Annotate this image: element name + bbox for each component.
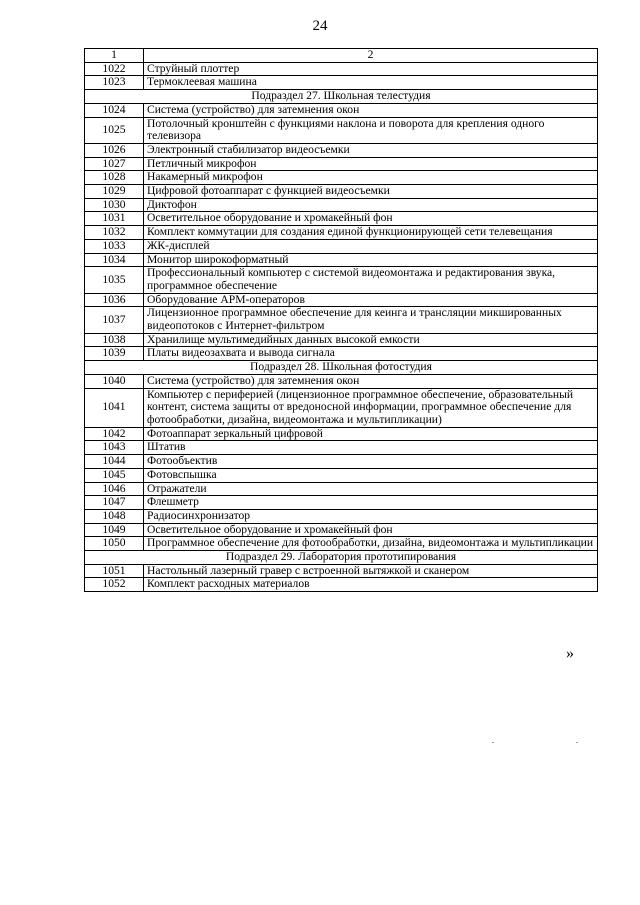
table-row bbox=[85, 239, 598, 253]
table-row bbox=[85, 509, 598, 523]
item-name: Осветительное оборудование и хромакейный фон bbox=[144, 212, 598, 226]
table-row bbox=[85, 185, 598, 199]
item-number: 1042 bbox=[85, 427, 144, 441]
item-number: 1051 bbox=[85, 564, 144, 578]
item-name: Монитор широкоформатный bbox=[144, 253, 598, 267]
table-row bbox=[85, 468, 598, 482]
item-name: Программное обеспечение для фотообработки, дизайна, видеомонтажа и мультипликации bbox=[144, 537, 598, 551]
item-number: 1046 bbox=[85, 482, 144, 496]
table-header-row bbox=[85, 49, 598, 63]
table-row bbox=[85, 496, 598, 510]
item-name: Электронный стабилизатор видеосъемки bbox=[144, 143, 598, 157]
item-number: 1034 bbox=[85, 253, 144, 267]
item-name: Флешметр bbox=[144, 496, 598, 510]
table-row bbox=[85, 564, 598, 578]
item-number: 1025 bbox=[85, 117, 144, 143]
item-name: ЖК-дисплей bbox=[144, 239, 598, 253]
section-row bbox=[85, 90, 598, 104]
item-name: Штатив bbox=[144, 441, 598, 455]
item-name: Радиосинхронизатор bbox=[144, 509, 598, 523]
item-number: 1044 bbox=[85, 455, 144, 469]
item-name: Лицензионное программное обеспечение для кеинга и трансляции микшированных видеопотоков с Интернет-фильтром bbox=[144, 307, 598, 333]
table-row bbox=[85, 171, 598, 185]
table-row bbox=[85, 523, 598, 537]
item-name: Профессиональный компьютер с системой видеомонтажа и редактирования звука, программное обеспечение bbox=[144, 267, 598, 293]
table-row bbox=[85, 253, 598, 267]
item-name: Петличный микрофон bbox=[144, 157, 598, 171]
table-row bbox=[85, 333, 598, 347]
item-number: 1026 bbox=[85, 143, 144, 157]
table-row bbox=[85, 455, 598, 469]
item-number: 1049 bbox=[85, 523, 144, 537]
table-row bbox=[85, 374, 598, 388]
item-number: 1022 bbox=[85, 62, 144, 76]
table-row bbox=[85, 427, 598, 441]
section-title: Подраздел 29. Лаборатория прототипирования bbox=[85, 551, 598, 565]
scan-speck bbox=[576, 742, 578, 743]
table-row bbox=[85, 76, 598, 90]
section-title: Подраздел 27. Школьная телестудия bbox=[85, 90, 598, 104]
scan-speck bbox=[492, 742, 494, 743]
item-number: 1050 bbox=[85, 537, 144, 551]
closing-quote: » bbox=[566, 645, 574, 662]
item-name: Отражатели bbox=[144, 482, 598, 496]
item-number: 1047 bbox=[85, 496, 144, 510]
table-row bbox=[85, 347, 598, 361]
section-title: Подраздел 28. Школьная фотостудия bbox=[85, 361, 598, 375]
item-number: 1043 bbox=[85, 441, 144, 455]
item-number: 1041 bbox=[85, 388, 144, 427]
item-number: 1045 bbox=[85, 468, 144, 482]
table-row bbox=[85, 388, 598, 427]
item-number: 1031 bbox=[85, 212, 144, 226]
item-number: 1029 bbox=[85, 185, 144, 199]
item-number: 1024 bbox=[85, 103, 144, 117]
item-number: 1052 bbox=[85, 578, 144, 592]
table-row bbox=[85, 441, 598, 455]
item-name: Система (устройство) для затемнения окон bbox=[144, 103, 598, 117]
table-row bbox=[85, 157, 598, 171]
item-name: Цифровой фотоаппарат с функцией видеосъемки bbox=[144, 185, 598, 199]
table-row bbox=[85, 578, 598, 592]
item-name: Накамерный микрофон bbox=[144, 171, 598, 185]
table-row bbox=[85, 482, 598, 496]
table-row bbox=[85, 293, 598, 307]
item-name: Платы видеозахвата и вывода сигнала bbox=[144, 347, 598, 361]
table-row bbox=[85, 537, 598, 551]
equipment-table-body bbox=[85, 49, 598, 592]
item-name: Струйный плоттер bbox=[144, 62, 598, 76]
table-row bbox=[85, 62, 598, 76]
item-name: Диктофон bbox=[144, 198, 598, 212]
item-number: 1037 bbox=[85, 307, 144, 333]
item-number: 1032 bbox=[85, 226, 144, 240]
item-name: Комплект расходных материалов bbox=[144, 578, 598, 592]
item-number: 1030 bbox=[85, 198, 144, 212]
table-row bbox=[85, 198, 598, 212]
table-row bbox=[85, 143, 598, 157]
item-number: 1033 bbox=[85, 239, 144, 253]
item-number: 1048 bbox=[85, 509, 144, 523]
item-number: 1036 bbox=[85, 293, 144, 307]
item-number: 1040 bbox=[85, 374, 144, 388]
table-row bbox=[85, 212, 598, 226]
item-number: 1023 bbox=[85, 76, 144, 90]
table-row bbox=[85, 117, 598, 143]
equipment-table-container bbox=[84, 48, 598, 592]
table-row bbox=[85, 267, 598, 293]
section-row bbox=[85, 361, 598, 375]
item-name: Термоклеевая машина bbox=[144, 76, 598, 90]
item-number: 1027 bbox=[85, 157, 144, 171]
item-number: 1038 bbox=[85, 333, 144, 347]
item-name: Потолочный кронштейн с функциями наклона и поворота для крепления одного телевизора bbox=[144, 117, 598, 143]
item-name: Настольный лазерный гравер с встроенной вытяжкой и сканером bbox=[144, 564, 598, 578]
column-2-header: 2 bbox=[144, 49, 598, 63]
page-number: 24 bbox=[312, 18, 328, 34]
item-name: Осветительное оборудование и хромакейный фон bbox=[144, 523, 598, 537]
column-1-header: 1 bbox=[85, 49, 144, 63]
table-row bbox=[85, 103, 598, 117]
item-number: 1028 bbox=[85, 171, 144, 185]
item-name: Фотообъектив bbox=[144, 455, 598, 469]
item-name: Оборудование АРМ-операторов bbox=[144, 293, 598, 307]
item-name: Хранилище мультимедийных данных высокой емкости bbox=[144, 333, 598, 347]
item-number: 1039 bbox=[85, 347, 144, 361]
item-name: Фотовспышка bbox=[144, 468, 598, 482]
table-row bbox=[85, 226, 598, 240]
section-row bbox=[85, 551, 598, 565]
item-name: Компьютер с периферией (лицензионное программное обеспечение, образовательный контент, система защиты от вредоносной информации, программное обеспечение для фотообработки, дизайна, видеомонтажа и мультипликации) bbox=[144, 388, 598, 427]
item-name: Фотоаппарат зеркальный цифровой bbox=[144, 427, 598, 441]
item-number: 1035 bbox=[85, 267, 144, 293]
equipment-table bbox=[84, 48, 598, 592]
item-name: Комплект коммутации для создания единой функционирующей сети телевещания bbox=[144, 226, 598, 240]
table-row bbox=[85, 307, 598, 333]
item-name: Система (устройство) для затемнения окон bbox=[144, 374, 598, 388]
